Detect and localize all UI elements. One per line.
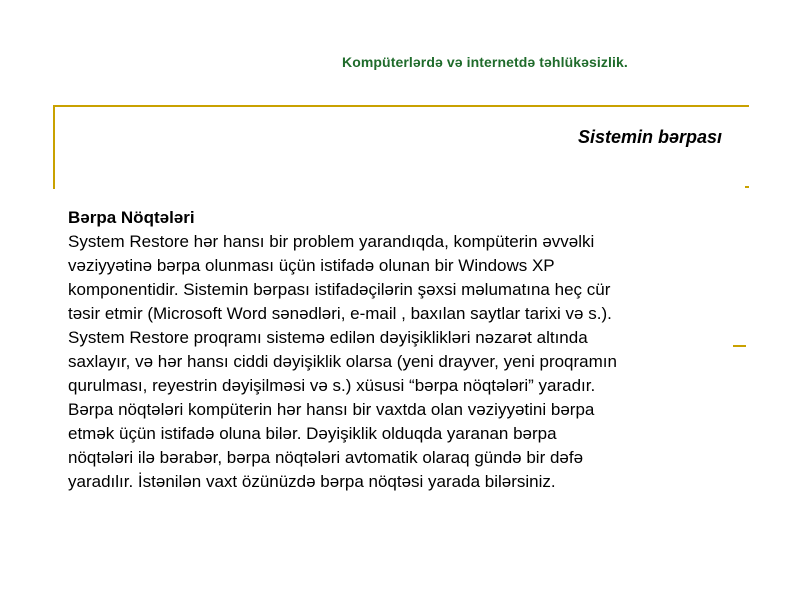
left-divider [53, 105, 55, 189]
right-tick-mark-lower [733, 345, 746, 347]
content-block [68, 206, 728, 494]
header-title: Kompüterlərdə və internetdə təhlükəsizlik. [342, 54, 628, 70]
top-divider [53, 105, 749, 107]
section-title: Bərpa Nöqtələri [68, 208, 195, 227]
slide-heading: Sistemin bərpası [577, 127, 722, 147]
right-tick-mark [745, 186, 749, 188]
body-paragraph: System Restore hər hansı bir problem yarandıqda, kompüterin əvvəlki vəziyyətinə bərpa olunması üçün istifadə olunan bir Windows XP komponentidir. Sistemin bərpası istifadəçilərin şəxsi məlumatına heç cür təsir etmir (Microsoft Word sənədləri, e-mail , baxılan saytlar tarixi və s.). System Restore proqramı sistemə edilən dəyişiklikləri nəzarət altında saxlayır, və hər hansı ciddi dəyişiklik olarsa (yeni drayver, yeni proqramın qurulması, reyestrin dəyişilməsi və s.) xüsusi “bərpa nöqtələri” yaradır. Bərpa nöqtələri kompüterin hər hansı bir vaxtda olan vəziyyətini bərpa etmək üçün istifadə oluna bilər. Dəyişiklik olduqda yaranan bərpa nöqtələri ilə bərabər, bərpa nöqtələri avtomatik olaraq gündə bir dəfə yaradılır. İstənilən vaxt özünüzdə bərpa nöqtəsi yarada bilərsiniz. [68, 232, 617, 491]
